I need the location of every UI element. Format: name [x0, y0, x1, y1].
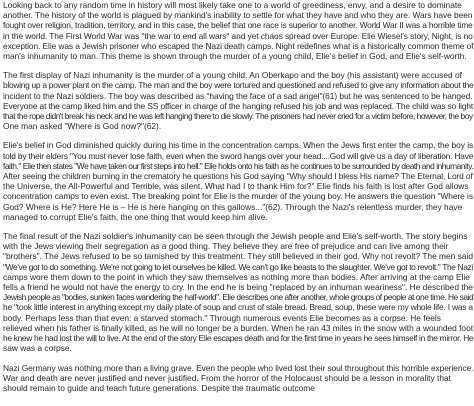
text-line: should remain to guide and teach future generations. Despite the traumatic outcome	[3, 382, 315, 393]
text-line: man's inhumanity to man. This theme is shown through the murder of a young child, Elie's belief in God, and Elie's self-worth.	[3, 51, 467, 62]
paragraph-spacer	[3, 222, 473, 231]
text-line: fells a friend he would not have the energy to cry. In the end he is being "replaced by an inhuman weariness". He described the	[3, 282, 473, 293]
paragraph-spacer	[3, 131, 473, 140]
text-line: in the world. The First World War was "the war to end all wars" and yet chaos spread over Europe. Elie Wiesel's story, Night, is no	[3, 30, 473, 41]
text-line: concentration camps to even exist. The breaking point for Elie is the murder of the young boy. He answers the question "Where is	[3, 191, 473, 202]
text-line: saw was a corpse.	[3, 343, 72, 354]
text-line: God? Where is He? Here He is – He is here hanging on this gallows..."(62). Through the Nazi's relentless murder, they have	[3, 201, 463, 212]
text-line: The final result of the Nazi soldier's inhumanity can be seen through the Jewish people and Elie's self-worth. The story begins	[3, 231, 468, 242]
text-line: After seeing the children burning in the crematory he questions his God saying "Why should I bless His name? The Eternal, Lord of	[3, 171, 473, 182]
text-line: "We've got to do something. We're not going to let ourselves be killed. We can't go like beasts to the slaughter. We've got to revolt." The Nazi	[3, 261, 473, 272]
text-line: Everyone at the camp liked him and the SS officer in charge of the hanging refused his job and was replaced. The child was so light	[3, 100, 474, 111]
text-line: fought over religion, tradition, territory, and in this case, the belief that one race is superior to another. World War II was a horrible time	[3, 20, 473, 31]
text-line: faith." Elie then states "We have taken our first steps into hell." Elie holds onto his faith as he continues to be surrounded by death and inhumanity.	[3, 160, 474, 171]
text-line: managed to corrupt Elie's faith, the one thing that would keep him alive.	[3, 211, 268, 222]
text-line: exception. Elie was a Jewish prisoner who escaped the Nazi death camps. Night redefines what is a historically common theme of	[3, 40, 474, 51]
text-line: Nazi Germany was nothing more than a living grave. Even the people who lived lost their soul throughout this horrible experience.	[3, 362, 474, 373]
text-line: another. The history of the world is plagued by mankind's inability to settle for what they have and who they are. Wars have been	[3, 10, 473, 21]
text-line: blowing up a power plant on the camp. The man and the boy were tortured and questioned and refused to give any information about the	[3, 80, 474, 91]
paragraph-spacer	[3, 354, 473, 363]
essay-paragraph-belief-in-god	[3, 140, 473, 222]
text-line: The first display of Nazi inhumanity is the murder of a young child. An Oberkapo and the boy (his assistant) were accused of	[3, 70, 462, 81]
text-line: Elie's belief in God diminished quickly during his time in the concentration camps. When the Jews first enter the camp, the boy is	[3, 140, 474, 151]
essay-paragraph-child-murder	[3, 70, 473, 131]
text-line: incident to the Nazi soldiers. The boy was described as "having the face of a sad angel"(61) but he was sentenced to be hanged.	[3, 90, 473, 101]
essay-paragraph-intro	[3, 0, 473, 61]
essay-paragraph-conclusion	[3, 363, 473, 394]
text-line: he "took little interest in anything except my daily plate of soup and crust of stale bread. Bread, soup, these were my whole life. I was a	[3, 302, 473, 313]
text-line: Looking back to any random time in history will most likely take one to a world of greediness, envy, and a desire to dominate	[3, 0, 462, 10]
text-line: with the Jews viewing their segregation as a good thing. They believe they are free of prejudice and can live among their	[3, 241, 449, 252]
text-line: relieved when his father is finally killed, as he will no longer be a burden. When he ran 43 miles in the snow with a wounded foot	[3, 322, 474, 333]
essay-paragraph-self-worth	[3, 231, 473, 353]
text-line: that the rope didn't break his neck and he was left hanging there to die slowly. The prisoners had never cried for a victim before, however, the boy	[3, 111, 473, 122]
text-line: One man asked "Where is God now?"(62).	[3, 121, 162, 132]
text-line: body. Perhaps less than that even: a starved stomach." Through numerous events Elie becomes as a corpse. He feels	[3, 312, 441, 323]
text-line: Jewish people as "bodies, sunken faces wandering the half-world". Elie describes one after another, whole groups of people at one time. He said	[3, 292, 474, 303]
text-line: he knew he had lost the will to live. At the end of the story Elie escapes death and for the first time in years he sees himself in the mirror. He	[3, 333, 474, 344]
text-line: "brothers". The Jews refused to be so tarnished by this treatment. They still believed in their god. Why not revolt? The men said	[3, 251, 473, 262]
text-line: camps wore them down to the point in which they saw themselves as nothing more than bodies. After arriving at the camp Elie	[3, 271, 470, 282]
text-line: War and death are never justified and never justified. From the horror of the Holocaust should be a lesson in morality that	[3, 372, 451, 383]
text-line: the Universe, the All-Powerful and Terrible, was silent. What had I to thank Him for?" Elie finds his faith is lost after God allows	[3, 181, 469, 192]
paragraph-spacer	[3, 61, 473, 70]
text-line: told by their elders "You must never lose faith, even when the sword hangs over your head....God will give us a day of liberation. Have	[3, 150, 474, 161]
